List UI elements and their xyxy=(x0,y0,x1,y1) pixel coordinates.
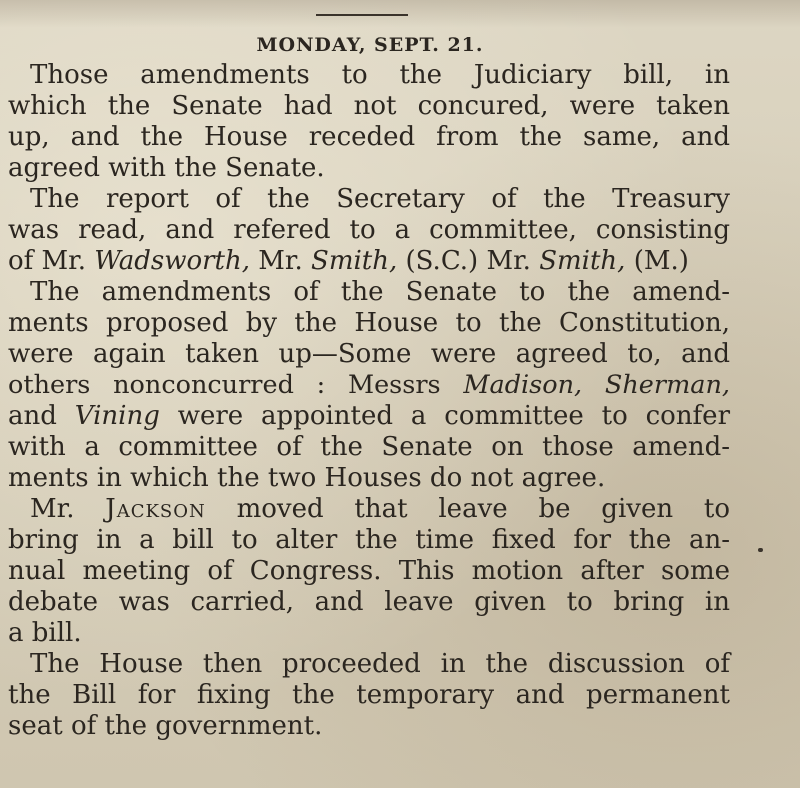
text-line xyxy=(8,401,730,432)
column-rule xyxy=(316,14,408,16)
paragraph-jackson-motion xyxy=(8,494,730,649)
text-fragment: were appointed a committee to confer xyxy=(159,401,730,431)
text-line: a bill. xyxy=(8,618,82,648)
text-fragment: Mr. xyxy=(250,246,312,276)
article-column xyxy=(8,60,730,742)
text-fragment xyxy=(582,370,605,400)
text-fragment: others nonconcurred : Messrs xyxy=(8,370,464,400)
text-line: which the Senate had not concured, were taken xyxy=(8,91,730,121)
paragraph-judiciary-amendments xyxy=(8,60,730,184)
member-name-smith-sc: Smith, xyxy=(311,246,398,276)
text-line: bring in a bill to alter the time fixed for the an- xyxy=(8,525,730,555)
text-line: The amendments of the Senate to the amend- xyxy=(30,277,730,307)
text-line: up, and the House receded from the same, and xyxy=(8,122,730,152)
text-line: with a committee of the Senate on those amend- xyxy=(8,432,730,462)
text-line xyxy=(8,246,730,277)
member-name-vining: Vining xyxy=(74,401,160,431)
text-line: agreed with the Senate. xyxy=(8,153,325,183)
text-line: The report of the Secretary of the Treasury xyxy=(30,184,730,214)
text-line xyxy=(8,494,730,525)
text-line: debate was carried, and leave given to bring in xyxy=(8,587,730,617)
text-fragment: Mr. xyxy=(30,494,106,524)
member-name-jackson: Jackson xyxy=(105,494,206,524)
member-name-sherman: Sherman, xyxy=(604,370,730,400)
text-fragment: of Mr. xyxy=(8,246,95,276)
text-line: nual meeting of Congress. This motion after some xyxy=(8,556,730,586)
text-line: The House then proceeded in the discussion of xyxy=(30,649,730,679)
text-line: seat of the government. xyxy=(8,711,323,741)
text-line: were again taken up—Some were agreed to, and xyxy=(8,339,730,369)
text-line: the Bill for fixing the temporary and permanent xyxy=(8,680,730,710)
text-fragment: moved that leave be given to xyxy=(205,494,730,524)
text-fragment: and xyxy=(8,401,75,431)
ink-speck xyxy=(758,548,763,552)
text-line: was read, and refered to a committee, consisting xyxy=(8,215,730,245)
member-name-wadsworth: Wadsworth, xyxy=(94,246,251,276)
text-fragment: (M.) xyxy=(625,246,689,276)
member-name-smith-m: Smith, xyxy=(539,246,626,276)
text-line: ments proposed by the House to the Constitution, xyxy=(8,308,730,338)
dateline: MONDAY, SEPT. 21. xyxy=(256,34,484,56)
paragraph-treasury-report xyxy=(8,184,730,277)
text-fragment: (S.C.) Mr. xyxy=(397,246,540,276)
paragraph-seat-of-government xyxy=(8,649,730,742)
paragraph-constitution-amendments xyxy=(8,277,730,494)
text-line: Those amendments to the Judiciary bill, in xyxy=(30,60,730,90)
member-name-madison: Madison, xyxy=(463,370,583,400)
text-line xyxy=(8,370,730,401)
text-line: ments in which the two Houses do not agree. xyxy=(8,463,606,493)
